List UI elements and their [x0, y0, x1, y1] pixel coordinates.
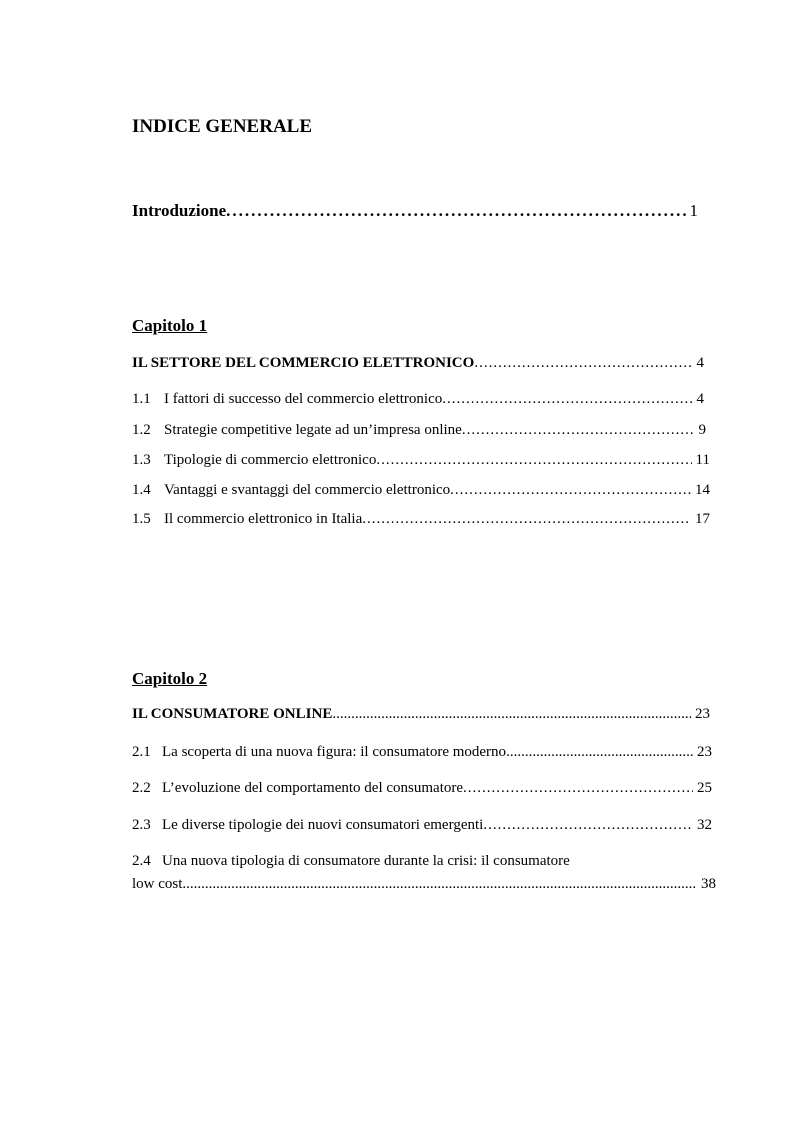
section-label: Vantaggi e svantaggi del commercio elettronico	[164, 482, 451, 498]
section-number: 1.5	[132, 511, 151, 527]
toc-section-1-3[interactable]	[132, 452, 710, 469]
section-page: 14	[695, 482, 710, 498]
section-page: 25	[697, 780, 712, 796]
section-number: 1.4	[132, 482, 151, 498]
dot-leader	[376, 452, 691, 469]
section-number: 1.2	[132, 422, 151, 438]
dot-leader	[442, 391, 692, 408]
dot-leader	[450, 482, 691, 499]
dot-leader	[182, 876, 697, 893]
toc-section-1-4[interactable]	[132, 482, 710, 499]
section-label: Le diverse tipologie dei nuovi consumatori emergenti	[162, 817, 484, 833]
toc-section-1-5[interactable]	[132, 511, 710, 528]
section-label: Una nuova tipologia di consumatore durante la crisi: il consumatore	[162, 853, 570, 869]
toc-section-2-4-line2[interactable]	[132, 876, 716, 893]
toc-intro[interactable]	[132, 201, 698, 221]
section-page: 4	[696, 391, 704, 407]
toc-section-1-2[interactable]	[132, 422, 706, 439]
chapter-1-heading: Capitolo 1	[132, 316, 208, 335]
section-label: L’evoluzione del comportamento del consumatore	[162, 780, 464, 796]
section-page: 38	[701, 876, 716, 892]
section-number: 2.1	[132, 744, 151, 760]
dot-leader	[463, 780, 693, 797]
section-label: Il commercio elettronico in Italia	[164, 511, 363, 527]
dot-leader	[226, 201, 685, 221]
toc-section-2-1[interactable]	[132, 744, 712, 761]
section-label-continued: low cost	[132, 876, 183, 892]
section-label: I fattori di successo del commercio elettronico	[164, 391, 443, 407]
dot-leader	[332, 706, 691, 723]
toc-chapter-2-title[interactable]	[132, 706, 710, 723]
section-page: 23	[697, 744, 712, 760]
section-label: Tipologie di commercio elettronico	[164, 452, 377, 468]
section-number: 1.1	[132, 391, 151, 407]
dot-leader	[506, 744, 693, 761]
section-number: 1.3	[132, 452, 151, 468]
dot-leader	[362, 511, 691, 528]
section-number: 2.2	[132, 780, 151, 796]
section-page: 9	[698, 422, 706, 438]
section-page: 11	[695, 452, 710, 468]
chapter-1-page: 4	[696, 355, 704, 371]
chapter-2-page: 23	[695, 706, 710, 722]
section-label: Strategie competitive legate ad un’impresa online	[164, 422, 462, 438]
section-page: 32	[697, 817, 712, 833]
toc-chapter-1-title[interactable]	[132, 355, 704, 372]
section-page: 17	[695, 511, 710, 527]
toc-intro-label: Introduzione	[132, 201, 227, 220]
toc-section-2-3[interactable]	[132, 817, 712, 834]
dot-leader	[483, 817, 693, 834]
page-title: INDICE GENERALE	[132, 116, 313, 137]
section-number: 2.4	[132, 853, 151, 869]
section-label: La scoperta di una nuova figura: il consumatore moderno	[162, 744, 507, 760]
chapter-2-title: IL CONSUMATORE ONLINE	[132, 706, 333, 722]
section-number: 2.3	[132, 817, 151, 833]
toc-section-1-1[interactable]	[132, 391, 704, 408]
toc-section-2-4-line1[interactable]	[132, 853, 570, 870]
toc-intro-page: 1	[689, 201, 698, 220]
toc-section-2-2[interactable]	[132, 780, 712, 797]
chapter-1-title: IL SETTORE DEL COMMERCIO ELETTRONICO	[132, 355, 475, 371]
dot-leader	[474, 355, 692, 372]
chapter-2-heading: Capitolo 2	[132, 669, 208, 688]
dot-leader	[462, 422, 695, 439]
